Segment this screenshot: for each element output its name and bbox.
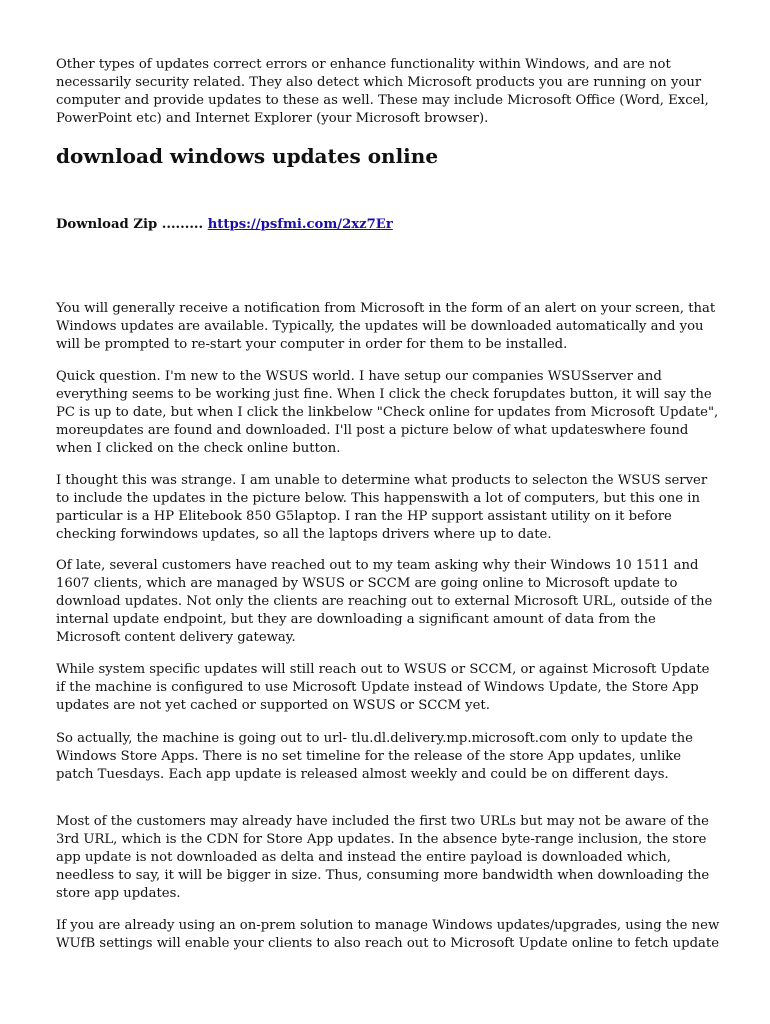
paragraph-customers: Of late, several customers have reached out to my team asking why their Windows 10 1511 and 1607 clients, which are managed by WSUS or SCCM are going online to Microsoft update to download updates. Not only the clients are reaching out to external Microsoft URL, outside of the internal update endpoint, but they are downloading a significant amount of data from the Microsoft content delivery gateway. <box>56 558 713 645</box>
paragraph-notification: You will generally receive a notification from Microsoft in the form of an alert on your screen, that Windows updates are available. Typically, the updates will be downloaded automatically and you will be prompted to re-start your computer in order for them to be installed. <box>56 301 716 352</box>
paragraph-intro: Other types of updates correct errors or enhance functionality within Windows, and are not necessarily security related. They also detect which Microsoft products you are running on your computer and provide updates to these as well. These may include Microsoft Office (Word, Excel, PowerPoint etc) and Internet Explorer (your Microsoft browser). <box>56 57 709 126</box>
download-link[interactable]: https://psfmi.com/2xz7Er <box>207 217 393 232</box>
paragraph-store-apps: So actually, the machine is going out to url- tlu.dl.delivery.mp.microsoft.com only to update the Windows Store Apps. There is no set timeline for the release of the store App updates, unlike patch Tuesdays. Each app update is released almost weekly and could be on different days. <box>56 731 693 782</box>
download-line <box>56 216 393 234</box>
paragraph-strange: I thought this was strange. I am unable to determine what products to selecton the WSUS server to include the updates in the picture below. This happenswith a lot of computers, but this one in particular is a HP Elitebook 850 G5laptop. I ran the HP support assistant utility on it before checking forwindows updates, so all the laptops drivers where up to date. <box>56 473 708 542</box>
paragraph-quick-question: Quick question. I'm new to the WSUS world. I have setup our companies WSUSserver and everything seems to be working just fine. When I click the check forupdates button, it will say the PC is up to date, but when I click the linkbelow "Check online for updates from Microsoft Update", moreupdates are found and downloaded. I'll post a picture below of what updateswhere found when I clicked on the check online button. <box>56 369 719 456</box>
paragraph-system-updates: While system specific updates will still reach out to WSUS or SCCM, or against Microsoft Update if the machine is configured to use Microsoft Update instead of Windows Update, the Store App updates are not yet cached or supported on WSUS or SCCM yet. <box>56 662 710 713</box>
paragraph-cdn: Most of the customers may already have included the first two URLs but may not be aware of the 3rd URL, which is the CDN for Store App updates. In the absence byte-range inclusion, the store app update is not downloaded as delta and instead the entire payload is downloaded which, needless to say, it will be bigger in size. Thus, consuming more bandwidth when downloading the store app updates. <box>56 814 710 901</box>
download-label: Download Zip ......... <box>56 217 208 232</box>
paragraph-onprem: If you are already using an on-prem solution to manage Windows updates/upgrades, using the new WUfB settings will enable your clients to also reach out to Microsoft Update online to fetch update <box>56 918 720 951</box>
page-title: download windows updates online <box>56 144 439 168</box>
